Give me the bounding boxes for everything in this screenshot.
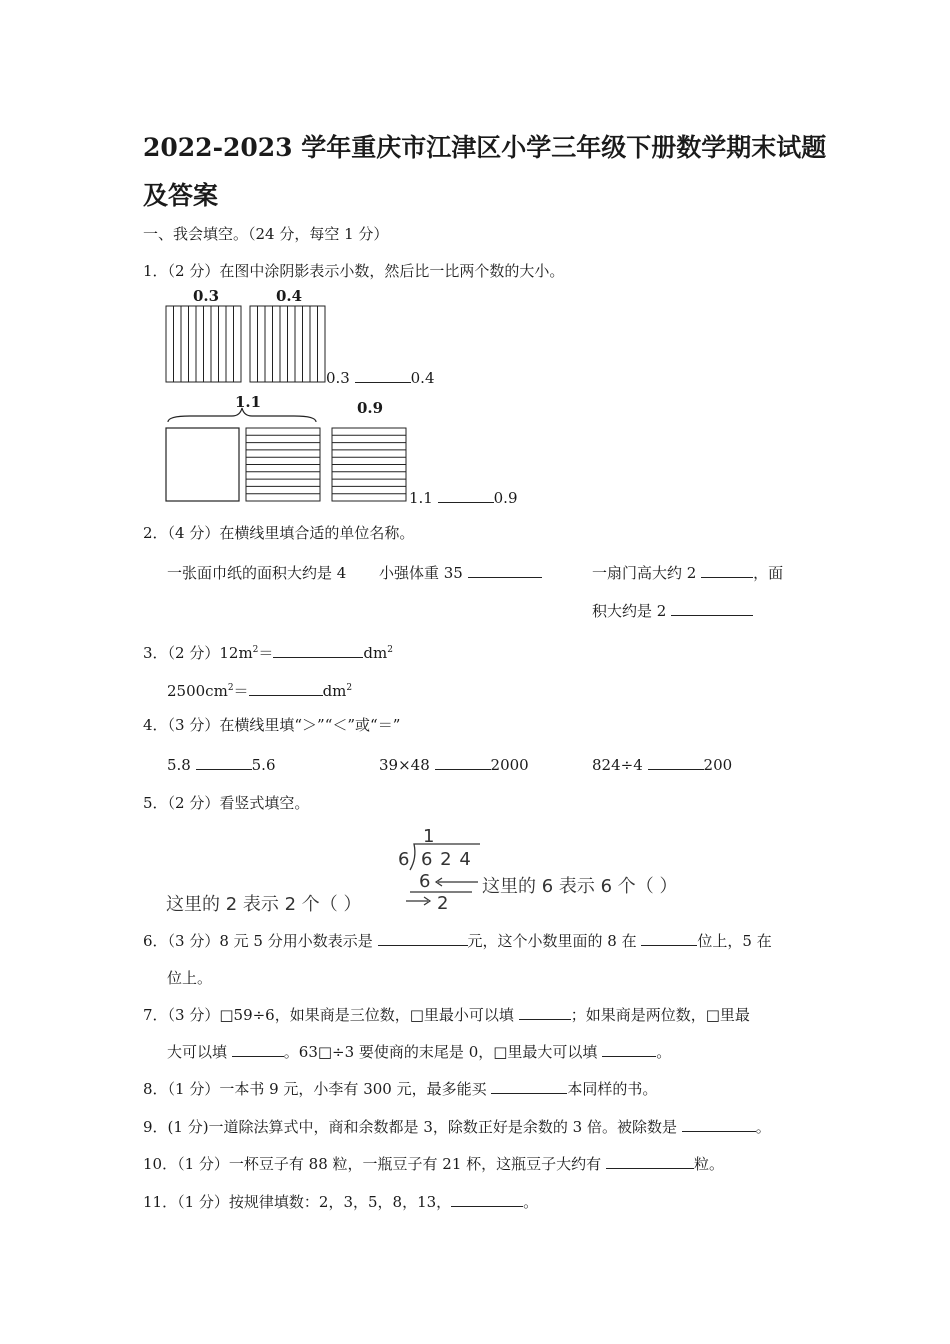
divisor: 6: [398, 849, 410, 870]
q8-t2: 本同样的书。: [567, 1080, 658, 1098]
q10-row: [143, 1154, 724, 1174]
q4-a-right: 5.6: [251, 756, 276, 774]
q2-row-2: [592, 601, 753, 621]
compare-right-2: 0.9: [493, 489, 518, 507]
section-heading: 一、我会填空。（24 分，每空 1 分）: [143, 225, 389, 243]
grid-whole: [166, 428, 239, 501]
question-6: 6．（3 分）8 元 5 分用小数表示是: [143, 932, 373, 950]
grid-0-9: [332, 428, 406, 501]
q9-t2: 。: [755, 1118, 771, 1136]
blank-q6a[interactable]: [378, 931, 468, 946]
q2-d: 积大约是 2: [592, 602, 667, 620]
quotient: 1: [423, 826, 435, 847]
compare-right-1: 0.4: [410, 369, 435, 387]
q3-row-2: [167, 678, 352, 701]
note-right: 这里的 6 表示 6 个（ ）: [482, 876, 678, 897]
q6-t3: 位上，5 在: [697, 932, 772, 950]
q4-a: [167, 755, 276, 775]
q7-t5: 。: [656, 1043, 672, 1061]
q7-row-2: [167, 1042, 671, 1062]
q4-b-right: 2000: [490, 756, 529, 774]
grid-1-1-tenths: [246, 428, 320, 501]
q10-t2: 粒。: [693, 1155, 724, 1173]
q3-unit1: dm: [363, 644, 388, 662]
remainder: 2: [437, 893, 449, 914]
question-4: 4．（3 分）在横线里填“＞”“＜”或“＝”: [143, 716, 401, 734]
q4-c-right: 200: [703, 756, 733, 774]
q2-row-1b: [379, 563, 542, 583]
q3-eq1: ＝: [258, 644, 274, 662]
compare-row-1: [326, 368, 435, 388]
blank-q4b[interactable]: [435, 755, 491, 770]
blank-q7b[interactable]: [232, 1042, 284, 1057]
blank-q4a[interactable]: [196, 755, 252, 770]
q6-row-1: [143, 931, 772, 951]
q7-t3: 大可以填: [167, 1043, 228, 1061]
q7-t4: 。63□÷3 要使商的末尾是 0，□里最大可以填: [283, 1043, 598, 1061]
blank-q1a[interactable]: [355, 368, 411, 383]
blank-q8[interactable]: [491, 1079, 567, 1094]
subtract-6: 6: [419, 871, 431, 892]
question-8: 8．（1 分）一本书 9 元，小李有 300 元，最多能买: [143, 1080, 487, 1098]
decimal-grid-diagrams: [160, 300, 430, 510]
label-0-9: 0.9: [357, 399, 384, 417]
q2-c2: ，面: [753, 564, 784, 582]
label-0-4: 0.4: [276, 287, 303, 305]
blank-q7c[interactable]: [602, 1042, 656, 1057]
blank-q2d[interactable]: [671, 601, 753, 616]
q3-row-1: [143, 640, 393, 663]
compare-left-2: 1.1: [409, 489, 433, 507]
note-left: 这里的 2 表示 2 个（ ）: [166, 894, 362, 915]
q8-row: [143, 1079, 657, 1099]
question-1: 1．（2 分）在图中涂阴影表示小数，然后比一比两个数的大小。: [143, 262, 565, 280]
blank-q2b[interactable]: [468, 563, 542, 578]
q7-row-1: [143, 1005, 750, 1025]
q2-c: 一扇门高大约 2: [592, 564, 697, 582]
q2-b: 小强体重 35: [379, 564, 463, 582]
q4-b: [379, 755, 529, 775]
compare-left-1: 0.3: [326, 369, 350, 387]
blank-q1b[interactable]: [438, 488, 494, 503]
question-5: 5．（2 分）看竖式填空。: [143, 794, 310, 812]
blank-q4c[interactable]: [648, 755, 704, 770]
blank-q2c[interactable]: [701, 563, 753, 578]
q6-t2: 元，这个小数里面的 8 在: [467, 932, 637, 950]
label-0-3: 0.3: [193, 287, 220, 305]
question-11: 11．（1 分）按规律填数：2，3，5，8，13，: [143, 1193, 452, 1211]
label-1-1: 1.1: [235, 393, 262, 411]
q3-line2: 2500cm: [167, 682, 228, 700]
q4-b-left: 39×48: [379, 756, 430, 774]
blank-q10[interactable]: [606, 1154, 694, 1169]
q11-row: [143, 1192, 538, 1212]
q3-unit2: dm: [322, 682, 347, 700]
q4-a-left: 5.8: [167, 756, 191, 774]
blank-q3a[interactable]: [273, 643, 363, 658]
grid-0-4: [250, 306, 325, 382]
sq-3: 2: [227, 683, 234, 693]
compare-row-2: [409, 488, 518, 508]
blank-q3b[interactable]: [249, 681, 323, 696]
title-line-2: 及答案: [143, 181, 219, 210]
q4-c-left: 824÷4: [592, 756, 643, 774]
q2-row-1: [167, 563, 346, 583]
dividend: 6 2 4: [421, 849, 472, 870]
q11-t2: 。: [523, 1193, 539, 1211]
q9-row: [143, 1117, 771, 1137]
question-9: 9．(1 分)一道除法算式中，商和余数都是 3，除数正好是余数的 3 倍。被除数是: [143, 1118, 677, 1136]
q4-c: [592, 755, 732, 775]
question-3: 3．（2 分）12m: [143, 644, 253, 662]
q6-t4: 位上。: [167, 969, 213, 987]
blank-q11[interactable]: [451, 1192, 523, 1207]
sq-4: 2: [346, 683, 353, 693]
title-line-1: 2022-2023 学年重庆市江津区小学三年级下册数学期末试题: [143, 133, 827, 162]
blank-q9[interactable]: [682, 1117, 756, 1132]
sq-2: 2: [387, 645, 393, 655]
blank-q7a[interactable]: [519, 1005, 571, 1020]
q7-t2: ；如果商是两位数，□里最: [570, 1006, 750, 1024]
blank-q6b[interactable]: [641, 931, 697, 946]
sq-1: 2: [252, 645, 259, 655]
question-2: 2．（4 分）在横线里填合适的单位名称。: [143, 524, 415, 542]
q2-a: 一张面巾纸的面积大约是 4: [167, 564, 347, 582]
q2-row-1c: [592, 563, 783, 583]
q3-eq2: ＝: [233, 682, 249, 700]
grid-0-3: [166, 306, 241, 382]
question-10: 10．（1 分）一杯豆子有 88 粒，一瓶豆子有 21 杯，这瓶豆子大约有: [143, 1155, 602, 1173]
question-7: 7．（3 分）□59÷6，如果商是三位数，□里最小可以填: [143, 1006, 514, 1024]
